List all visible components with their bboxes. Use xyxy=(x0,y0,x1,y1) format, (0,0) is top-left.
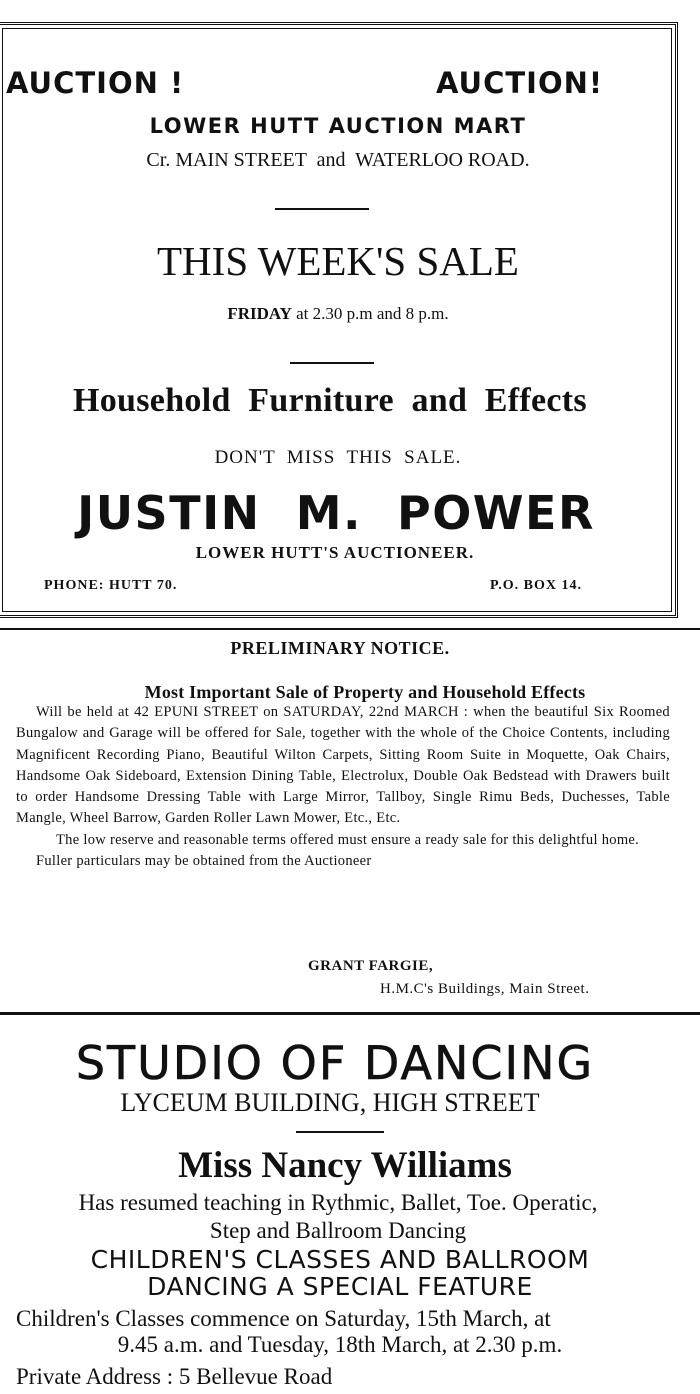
notice-subheading: Most Important Sale of Property and Household Effects xyxy=(144,682,586,702)
notice-heading: PRELIMINARY NOTICE. xyxy=(230,638,450,658)
notice-paragraph-terms: The low reserve and reasonable terms offered must ensure a ready sale for this delightful home. xyxy=(56,831,640,848)
sale-title: THIS WEEK'S SALE xyxy=(157,238,519,284)
auction-heading-right: AUCTION! xyxy=(436,66,604,100)
notice-paragraph-particulars: Fuller particulars may be obtained from the Auctioneer xyxy=(36,853,372,870)
dance-teacher: Miss Nancy Williams xyxy=(178,1145,512,1186)
dance-venue: LYCEUM BUILDING, HIGH STREET xyxy=(120,1088,540,1117)
auctioneer-title: LOWER HUTT'S AUCTIONEER. xyxy=(195,543,475,562)
divider xyxy=(275,208,369,210)
sale-day: FRIDAY xyxy=(227,304,292,323)
section-divider xyxy=(0,628,700,630)
auction-phone: PHONE: HUTT 70. xyxy=(44,578,178,593)
notice-agent-address: H.M.C's Buildings, Main Street. xyxy=(380,981,590,997)
mart-address: Cr. MAIN STREET and WATERLOO ROAD. xyxy=(146,149,530,171)
dance-private-address: Private Address : 5 Bellevue Road xyxy=(16,1364,333,1389)
sale-items: Household Furniture and Effects xyxy=(73,382,587,419)
dance-studio-title: STUDIO OF DANCING xyxy=(75,1036,595,1090)
notice-agent-name: GRANT FARGIE, xyxy=(308,958,434,974)
dance-classes-line-2: Step and Ballroom Dancing xyxy=(209,1218,467,1243)
auction-heading-left: AUCTION ! xyxy=(6,66,185,100)
notice-body xyxy=(16,702,670,872)
section-divider xyxy=(0,1012,700,1015)
divider xyxy=(290,362,374,364)
mart-name: LOWER HUTT AUCTION MART xyxy=(149,114,527,138)
divider xyxy=(296,1131,384,1133)
dance-schedule-line-2: 9.45 a.m. and Tuesday, 18th March, at 2.30 p.m. xyxy=(117,1332,563,1357)
dance-feature-line-1: CHILDREN'S CLASSES AND BALLROOM xyxy=(90,1245,590,1274)
dance-classes-line-1: Has resumed teaching in Rythmic, Ballet, Toe. Operatic, xyxy=(78,1190,598,1215)
notice-paragraph-main: Will be held at 42 EPUNI STREET on SATURDAY, 22nd MARCH : when the beautiful Six Roomed Bungalow and Garage will be offered for Sale, together with the whole of the Choice Contents, including Magnificent Recording Piano, Beautiful Wilton Carpets, Sitting Room Suite in Moquette, Oak Chairs, Handsome Oak Sideboard, Extension Dining Table, Electrolux, Double Oak Bedstead with Drawers built to order Handsome Dressing Table with Large Mirror, Tallboy, Single Rimu Beds, Duchesses, Table Mangle, Wheel Barrow, Garden Roller Lawn Mower, Etc., Etc. xyxy=(16,704,670,827)
sale-schedule xyxy=(0,304,700,324)
auctioneer-name: JUSTIN M. POWER xyxy=(77,486,595,540)
dance-schedule-line-1: Children's Classes commence on Saturday, 15th March, at xyxy=(16,1306,551,1331)
sale-reminder: DON'T MISS THIS SALE. xyxy=(214,447,462,468)
auction-po-box: P.O. BOX 14. xyxy=(490,578,582,593)
sale-times: at 2.30 p.m and 8 p.m. xyxy=(296,304,449,323)
dance-feature-line-2: DANCING A SPECIAL FEATURE xyxy=(147,1272,533,1301)
